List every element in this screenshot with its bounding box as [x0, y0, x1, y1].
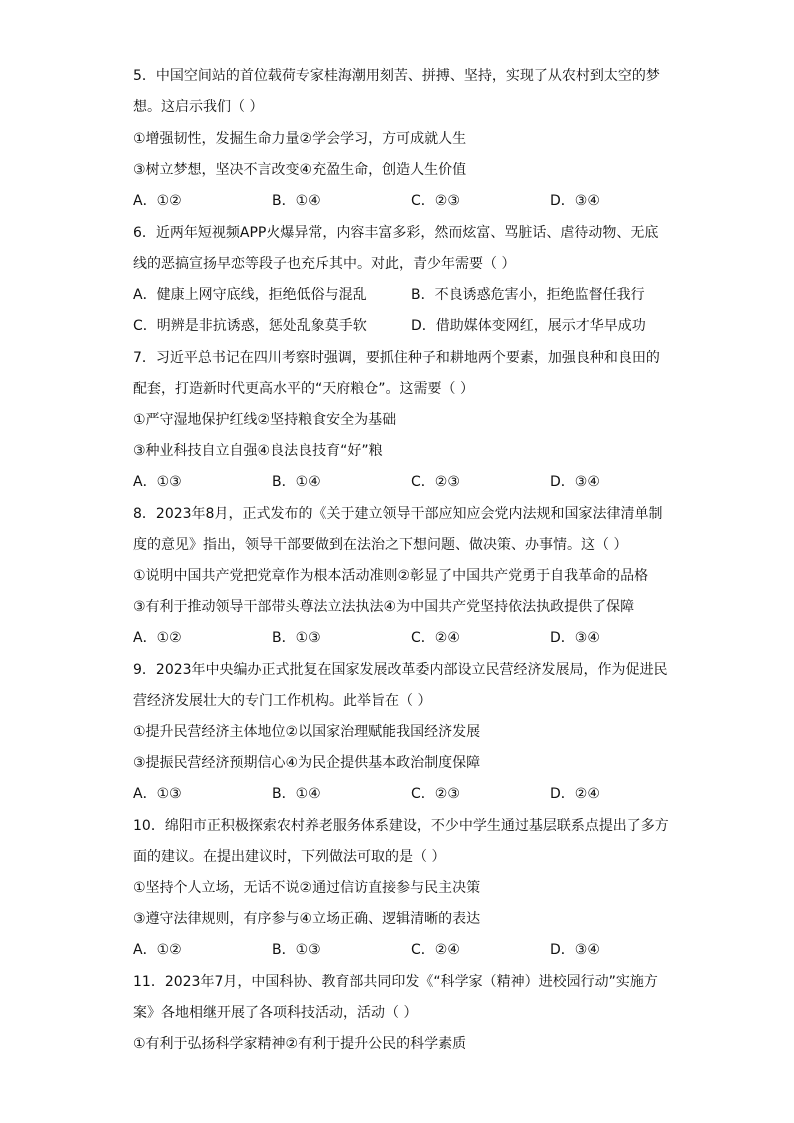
- q7-stem-line-2: 配套，打造新时代更高水平的“天府粮仓”。这需要（ ）: [133, 381, 474, 397]
- q5-stem-line-2: 想。这启示我们（ ）: [133, 99, 264, 115]
- q5-statement-1: ①增强韧性，发掘生命力量②学会学习，方可成就人生: [133, 131, 467, 147]
- q7-option-a: A．①③: [133, 474, 182, 490]
- q10-stem-line-2: 面的建议。在提出建议时，下列做法可取的是（ ）: [133, 849, 446, 865]
- q7-statement-2: ③种业科技自立自强④良法良技育“好”粮: [133, 443, 383, 459]
- q10-stem-line-1: 10．绵阳市正积极探索农村养老服务体系建设，不少中学生通过基层联系点提出了多方: [133, 818, 669, 834]
- q10-option-b: B．①③: [272, 942, 321, 958]
- q8-option-c: C．②④: [411, 630, 460, 646]
- q5-option-b: B．①④: [272, 193, 321, 209]
- q9-stem-line-1: 9．2023年中央编办正式批复在国家发展改革委内部设立民营经济发展局，作为促进民: [133, 662, 668, 678]
- q7-option-d: D．③④: [550, 474, 600, 490]
- q5-option-d: D．③④: [550, 193, 600, 209]
- q9-option-b: B．①④: [272, 786, 321, 802]
- q10-option-c: C．②④: [411, 942, 460, 958]
- q8-stem-line-1: 8．2023年8月，正式发布的《关于建立领导干部应知应会党内法规和国家法律清单制: [133, 506, 663, 522]
- q10-statement-2: ③遵守法律规则，有序参与④立场正确、逻辑清晰的表达: [133, 911, 481, 927]
- q6-option-a: A．健康上网守底线，拒绝低俗与混乱: [133, 287, 367, 303]
- q11-statement-1: ①有利于弘扬科学家精神②有利于提升公民的科学素质: [133, 1036, 467, 1052]
- q10-statement-1: ①坚持个人立场，无话不说②通过信访直接参与民主决策: [133, 880, 481, 896]
- q6-option-d: D．借助媒体变网红，展示才华早成功: [411, 318, 646, 334]
- q11-stem-line-2: 案》各地相继开展了各项科技活动，活动（ ）: [133, 1005, 418, 1021]
- q6-stem-line-2: 线的恶搞宣扬早恋等段子也充斥其中。对此，青少年需要（ ）: [133, 256, 516, 272]
- q7-option-c: C．②③: [411, 474, 460, 490]
- q8-statement-2: ③有利于推动领导干部带头尊法立法执法④为中国共产党坚持依法执政提供了保障: [133, 599, 635, 615]
- q6-option-b: B．不良诱惑危害小，拒绝监督任我行: [411, 287, 645, 303]
- q8-option-a: A．①②: [133, 630, 182, 646]
- q9-stem-line-2: 营经济发展壮大的专门工作机构。此举旨在（ ）: [133, 693, 432, 709]
- q7-option-b: B．①④: [272, 474, 321, 490]
- q8-option-d: D．③④: [550, 630, 600, 646]
- q9-statement-1: ①提升民营经济主体地位②以国家治理赋能我国经济发展: [133, 724, 481, 740]
- q10-option-a: A．①②: [133, 942, 182, 958]
- q8-stem-line-2: 度的意见》指出，领导干部要做到在法治之下想问题、做决策、办事情。这（ ）: [133, 537, 628, 553]
- q8-option-b: B．①③: [272, 630, 321, 646]
- q9-statement-2: ③提振民营经济预期信心④为民企提供基本政治制度保障: [133, 755, 481, 771]
- q6-option-c: C．明辨是非抗诱惑，惩处乱象莫手软: [133, 318, 367, 334]
- q6-stem-line-1: 6．近两年短视频APP火爆异常，内容丰富多彩，然而炫富、骂脏话、虐待动物、无底: [133, 225, 659, 241]
- q5-statement-2: ③树立梦想，坚决不言改变④充盈生命，创造人生价值: [133, 162, 467, 178]
- q9-option-d: D．②④: [550, 786, 600, 802]
- q8-statement-1: ①说明中国共产党把党章作为根本活动准则②彰显了中国共产党勇于自我革命的品格: [133, 568, 649, 584]
- q10-option-d: D．③④: [550, 942, 600, 958]
- q7-statement-1: ①严守湿地保护红线②坚持粮食安全为基础: [133, 412, 397, 428]
- q11-stem-line-1: 11．2023年7月，中国科协、教育部共同印发《“科学家（精神）进校园行动”实施方: [133, 974, 658, 990]
- q5-option-c: C．②③: [411, 193, 460, 209]
- q7-stem-line-1: 7．习近平总书记在四川考察时强调，要抓住种子和耕地两个要素，加强良种和良田的: [133, 350, 660, 366]
- q5-stem-line-1: 5．中国空间站的首位载荷专家桂海潮用刻苦、拼搏、坚持，实现了从农村到太空的梦: [133, 68, 660, 84]
- q9-option-a: A．①③: [133, 786, 182, 802]
- q5-option-a: A．①②: [133, 193, 182, 209]
- q9-option-c: C．②③: [411, 786, 460, 802]
